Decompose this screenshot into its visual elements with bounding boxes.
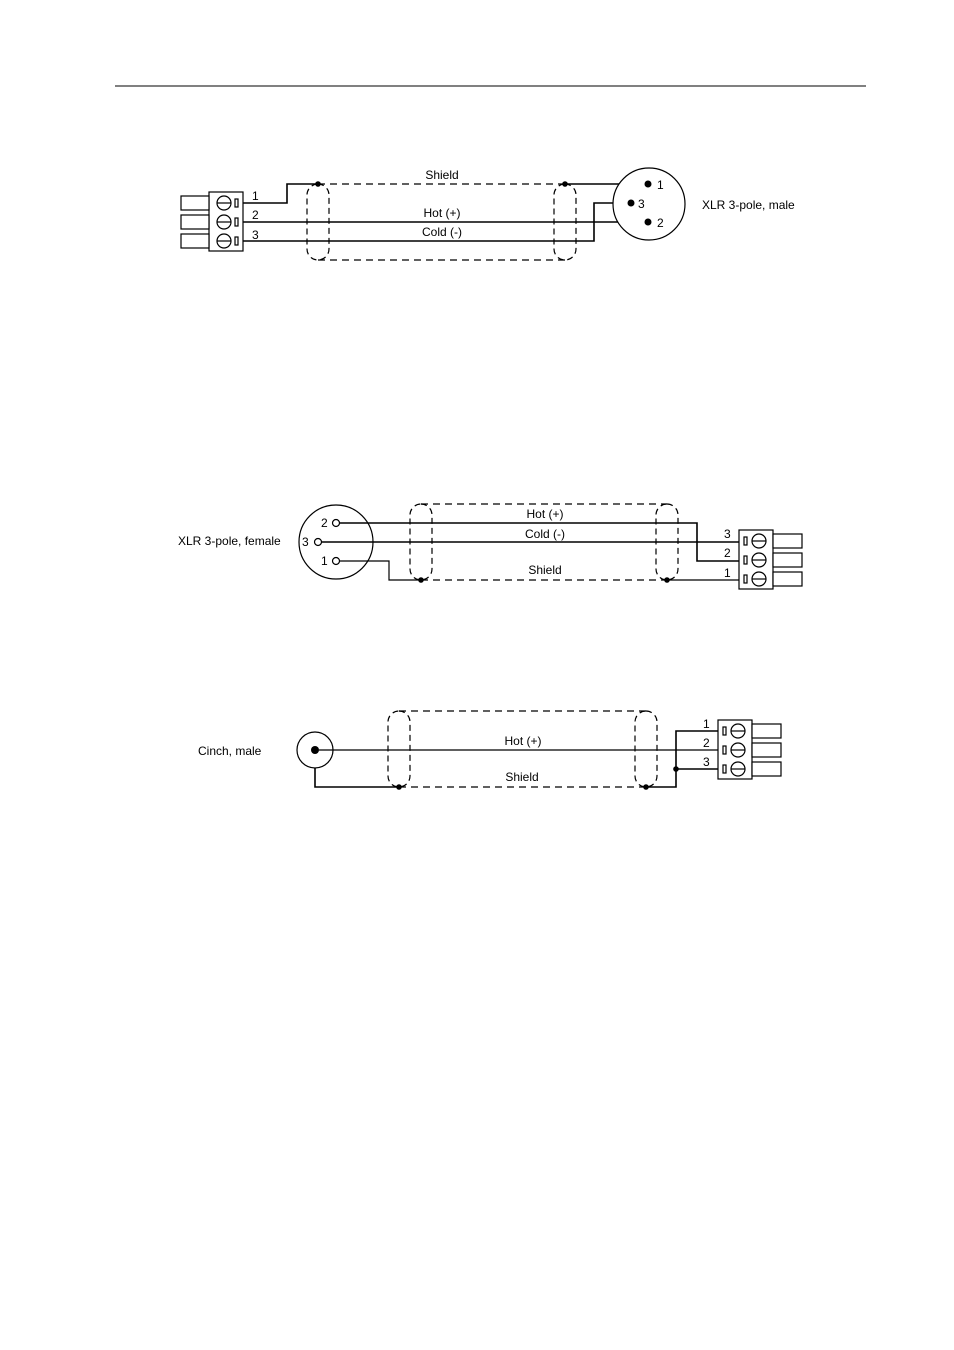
terminal-block-connector bbox=[739, 530, 802, 589]
terminal-block-connector bbox=[181, 192, 243, 251]
terminal-block-connector bbox=[718, 720, 781, 779]
cable-sleeve bbox=[635, 711, 657, 787]
terminal-pin-label: 3 bbox=[252, 228, 259, 242]
xlr-pin-label: 1 bbox=[321, 554, 328, 568]
diagram-xlr-male bbox=[181, 168, 795, 260]
wire-label-shield: Shield bbox=[425, 168, 459, 182]
wire-label-cold: Cold (-) bbox=[421, 225, 463, 239]
connector-label: XLR 3-pole, female bbox=[178, 534, 281, 548]
diagram-cinch-male bbox=[198, 711, 781, 790]
wire-label-shield: Shield bbox=[528, 563, 562, 577]
terminal-pin-label: 2 bbox=[252, 208, 259, 222]
xlr-pin-label: 2 bbox=[657, 216, 664, 230]
terminal-pin-label: 3 bbox=[703, 755, 710, 769]
terminal-pin-label: 2 bbox=[724, 546, 731, 560]
connector-label: Cinch, male bbox=[198, 744, 262, 758]
terminal-pin-label: 3 bbox=[724, 527, 731, 541]
shield-wire bbox=[315, 768, 399, 787]
xlr-pin-label: 3 bbox=[302, 535, 309, 549]
diagram-xlr-female bbox=[178, 504, 802, 589]
xlr-pin-label: 1 bbox=[657, 178, 664, 192]
terminal-pin-label: 1 bbox=[703, 717, 710, 731]
terminal-pin-label: 1 bbox=[252, 189, 259, 203]
connector-label: XLR 3-pole, male bbox=[702, 198, 795, 212]
xlr-pin-label: 2 bbox=[321, 516, 328, 530]
terminal-pin-label: 2 bbox=[703, 736, 710, 750]
wire-label-hot: Hot (+) bbox=[423, 206, 461, 220]
wire-label-shield: Shield bbox=[505, 770, 539, 784]
xlr-male-connector bbox=[613, 168, 685, 240]
wire-label-hot: Hot (+) bbox=[504, 734, 542, 748]
cable-sleeve bbox=[388, 711, 410, 787]
xlr-pin-label: 3 bbox=[638, 197, 645, 211]
wire-label-cold: Cold (-) bbox=[524, 527, 566, 541]
wire-label-hot: Hot (+) bbox=[526, 507, 564, 521]
terminal-pin-label: 1 bbox=[724, 566, 731, 580]
